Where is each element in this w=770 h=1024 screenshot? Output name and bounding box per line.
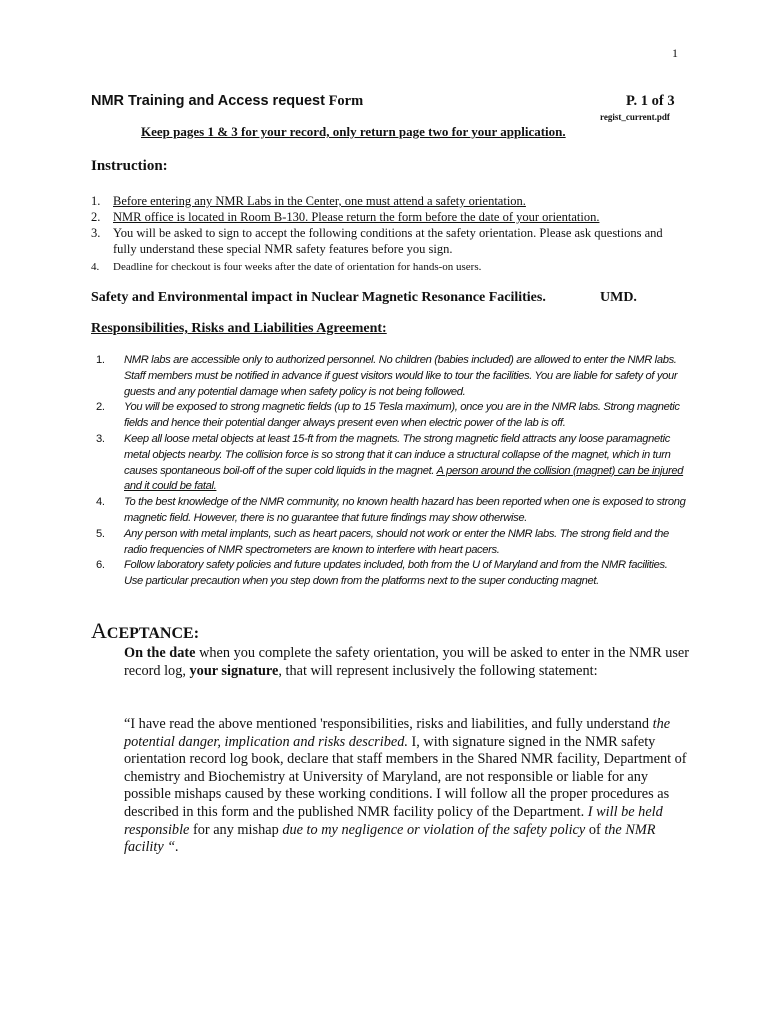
keep-note: Keep pages 1 & 3 for your record, only return page two for your application. <box>141 124 566 139</box>
instruction-heading: Instruction: <box>91 158 168 174</box>
acceptance-bold-date: On the date <box>124 645 196 661</box>
acceptance-heading-rest: CEPTANCE: <box>106 625 200 642</box>
responsibility-warning: A person around the collision (magnet) can be injured and it could be fatal. <box>124 464 684 493</box>
instruction-item <box>91 209 671 225</box>
responsibility-text: Any person with metal implants, such as heart pacers, should not work or enter the NMR labs. The strong field and the radio frequencies of NMR spectrometers are known to interfere with heart pacers. <box>124 527 669 556</box>
filename-label: regist_current.pdf <box>600 112 670 122</box>
instruction-number: 3. <box>91 226 101 240</box>
instruction-text: NMR office is located in Room B-130. Please return the form before the date of your orientation. <box>113 210 600 224</box>
acceptance-bold-signature: your signature <box>189 662 279 679</box>
safety-heading: Safety and Environmental impact in Nuclear Magnetic Resonance Facilities. <box>91 290 546 305</box>
statement-italic: I will be held responsible <box>124 803 663 838</box>
statement-text: for any mishap <box>189 821 283 838</box>
instruction-text: You will be asked to sign to accept the following conditions at the safety orientation. Please ask questions and fully understand these special NMR safety features before you sign. <box>113 226 663 256</box>
acceptance-statement <box>124 716 689 857</box>
instruction-item <box>91 225 671 257</box>
responsibility-item <box>96 558 686 590</box>
responsibility-number: 6. <box>96 559 105 572</box>
acceptance-initial: A <box>91 618 107 643</box>
instruction-text: Deadline for checkout is four weeks after the date of orientation for hands-on users. <box>113 261 482 273</box>
responsibility-text: You will be exposed to strong magnetic fields (up to 15 Tesla maximum), once you are in the NMR labs. Strong magnetic fields and hence their potential danger always present even when electric power of the lab is off. <box>124 401 680 430</box>
statement-text: “I have read the above mentioned 'responsibilities, risks and liabilities, and fully understand <box>124 716 653 732</box>
responsibility-number: 1. <box>96 354 105 366</box>
responsibility-text: Follow laboratory safety policies and future updates included, both from the U of Maryland and from the NMR facilities. Use particular precaution when you step down from the platforms next to the super conducting magnet. <box>124 559 668 588</box>
instruction-item <box>91 193 671 209</box>
form-title <box>91 93 363 110</box>
responsibilities-heading: Responsibilities, Risks and Liabilities Agreement: <box>91 321 387 336</box>
responsibility-number: 2. <box>96 401 105 414</box>
instruction-list <box>91 193 671 275</box>
statement-text: of <box>585 821 605 838</box>
responsibility-number: 3. <box>96 432 105 445</box>
form-title-main: NMR Training and Access request <box>91 93 325 109</box>
form-title-form: Form <box>328 93 364 109</box>
acceptance-text: , that will represent inclusively the following statement: <box>278 662 598 679</box>
instruction-item <box>91 259 671 275</box>
safety-org: UMD. <box>600 290 637 305</box>
responsibility-item <box>96 353 686 400</box>
instruction-number: 1. <box>91 194 101 208</box>
statement-italic: the potential danger, implication and risks described. <box>124 716 671 750</box>
page-label: P. 1 of 3 <box>626 93 675 109</box>
acceptance-paragraph <box>124 645 689 680</box>
statement-italic: due to my negligence or violation of the safety policy <box>282 821 586 838</box>
acceptance-text: when you complete the safety orientation, you will be asked to enter in the NMR user record log, <box>124 645 690 679</box>
responsibility-text: To the best knowledge of the NMR community, no known health hazard has been reported when one is exposed to strong magnetic field. However, there is no guarantee that future findings may show otherwise. <box>124 496 686 524</box>
responsibility-text: Keep all loose metal objects at least 15-ft from the magnets. The strong magnetic field attracts any loose paramagnetic metal objects nearby. The collision force is so strong that it can induce a structural collapse of the magnet, which in turn causes spontaneous boil-off of the super cold liquids in the magnet. <box>124 432 671 477</box>
instruction-text: Before entering any NMR Labs in the Center, one must attend a safety orientation. <box>113 194 526 208</box>
instruction-number: 2. <box>91 210 101 224</box>
statement-italic: the NMR facility “. <box>124 821 656 856</box>
page-number: 1 <box>672 46 678 60</box>
responsibility-text: NMR labs are accessible only to authorized personnel. No children (babies included) are allowed to enter the NMR labs. Staff members must be notified in advance if guest visitors would like to tour the facilities. You are liable for safety of your guests and any potential damage when safety policy is not being followed. <box>124 354 678 398</box>
statement-text: I, with signature signed in the NMR safety orientation record log book, declare that staff members in the Shared NMR facility, Department of chemistry and Biochemistry at University of Maryland, are not responsible or liable for any possible mishaps caused by these working conditions. I will follow all the proper procedures as described in this form and the published NMR facility policy of the Department. <box>124 733 687 820</box>
responsibility-item <box>96 400 686 432</box>
responsibility-item <box>96 432 686 495</box>
responsibility-item <box>96 527 686 559</box>
responsibility-number: 4. <box>96 496 105 509</box>
responsibilities-list <box>96 353 686 590</box>
responsibility-number: 5. <box>96 527 105 540</box>
acceptance-heading <box>91 618 199 644</box>
instruction-number: 4. <box>91 261 100 273</box>
responsibility-item <box>96 495 686 527</box>
